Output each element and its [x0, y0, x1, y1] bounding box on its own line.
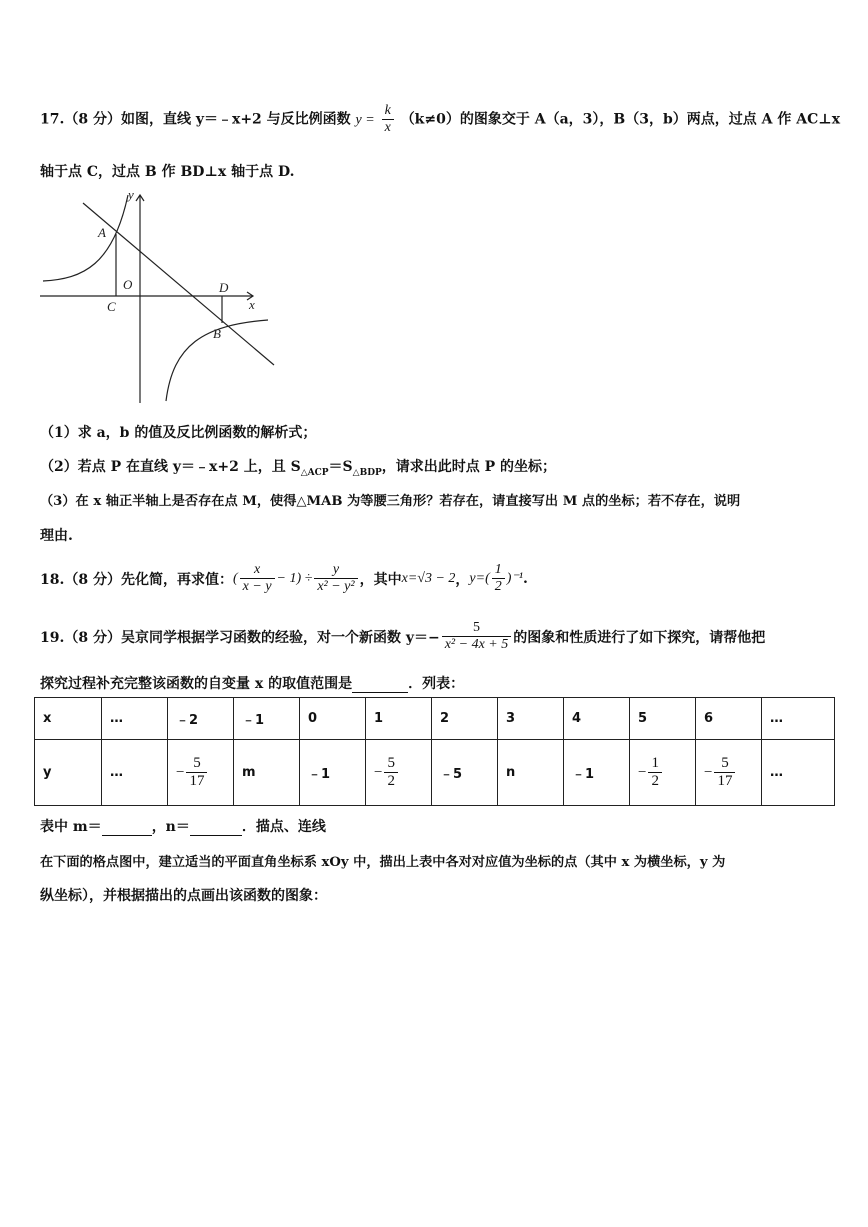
q17-part3-line1: （3）在 x 轴正半轴上是否存在点 M，使得△MAB 为等腰三角形？若存在，请直接写出 M 点的坐标；若不存在，说明: [40, 494, 741, 509]
q17-part2-pre: （2）若点 P 在直线 y＝﹣x+2 上，且 S: [40, 459, 301, 475]
q19-post: 的图象和性质进行了如下探究，请帮他把: [513, 629, 766, 646]
table-cell: m: [234, 740, 300, 806]
q19-m-blank[interactable]: [102, 835, 152, 836]
q17-part2: [40, 456, 556, 478]
q18-fraction-1: [240, 562, 275, 595]
table-cell: x: [35, 698, 102, 740]
table-cell: ﹣1: [300, 740, 366, 806]
q17-part2-sub1: △ACP: [300, 467, 329, 478]
table-cell-fraction: − $\frac{5}{2}$: [366, 740, 432, 806]
table-cell: ﹣1: [234, 698, 300, 740]
q17-line1: [40, 103, 840, 136]
q18-comma: ，: [455, 571, 470, 588]
q17-func-y: y =: [355, 112, 375, 128]
q19-after-table-post: ．描点、连线: [241, 819, 326, 835]
q19-after-table: [40, 816, 326, 836]
q18-f2-den: x² − y²: [314, 578, 357, 595]
q18-line: [40, 562, 528, 595]
q18-fraction-2: [314, 562, 357, 595]
q19-domain-blank[interactable]: [352, 692, 408, 693]
q17-func-num: k: [384, 103, 391, 118]
q18-y-num: 1: [494, 562, 502, 577]
label-y: y: [128, 187, 134, 202]
q17-part2-post: ，请求出此时点 P 的坐标；: [381, 459, 557, 475]
q19-f-num: 5: [472, 620, 480, 635]
table-cell: …: [762, 740, 835, 806]
table-row-x: [35, 698, 835, 740]
q17-line1-post: （k≠0）的图象交于 A（a，3），B（3，b）两点，过点 A 作 AC⊥x: [400, 111, 841, 128]
table-cell: …: [762, 698, 835, 740]
table-cell: ﹣5: [432, 740, 498, 806]
label-D: D: [219, 280, 229, 295]
q19-m-label: 表中 m＝: [40, 819, 102, 835]
q19-n-blank[interactable]: [190, 835, 242, 836]
q19-line2-end: ．列表：: [408, 676, 465, 692]
table-cell: y: [35, 740, 102, 806]
q19-fraction: [442, 620, 512, 653]
q19-f-den: x² − 4x + 5: [442, 636, 512, 653]
table-cell: n: [498, 740, 564, 806]
line-y-neg-x-plus-2: [83, 203, 274, 365]
q17-func-fraction: [382, 103, 394, 136]
table-cell: 4: [564, 698, 630, 740]
q19-line2: [40, 673, 464, 693]
label-O: O: [123, 277, 133, 292]
q17-line1-pre: 17.（8 分）如图，直线 y＝﹣x+2 与反比例函数: [40, 111, 351, 128]
q17-part2-mid: ＝S: [328, 459, 353, 475]
label-C: C: [107, 299, 116, 314]
q18-y-den: 2: [492, 578, 505, 595]
q17-part3-line2: 理由.: [40, 528, 73, 544]
q19-pre: 19.（8 分）吴京同学根据学习函数的经验，对一个新函数 y＝−: [40, 629, 440, 646]
q17-line2: 轴于点 C，过点 B 作 BD⊥x 轴于点 D.: [40, 164, 295, 180]
table-cell: ﹣1: [564, 740, 630, 806]
table-row-y: [35, 740, 835, 806]
q19-line1: [40, 620, 765, 653]
table-cell-fraction: − $\frac{5}{17}$: [696, 740, 762, 806]
q19-para-line2: 纵坐标），并根据描出的点画出该函数的图象：: [40, 888, 327, 904]
table-cell: 6: [696, 698, 762, 740]
table-cell: 2: [432, 698, 498, 740]
table-cell: ﹣2: [168, 698, 234, 740]
q19-value-table: [34, 697, 835, 806]
q19-n-label: ，n＝: [151, 819, 190, 835]
table-cell: 1: [366, 698, 432, 740]
q18-f1-den: x − y: [240, 578, 275, 595]
q18-end: .: [522, 570, 528, 587]
label-A: A: [98, 225, 106, 240]
table-cell: …: [102, 740, 168, 806]
q17-func-den: x: [382, 119, 394, 136]
q19-para-line1: 在下面的格点图中，建立适当的平面直角坐标系 xOy 中，描出上表中各对对应值为坐标的点（其中 x 为横坐标，y 为: [40, 855, 726, 870]
label-x: x: [249, 297, 255, 312]
q18-pre: 18.（8 分）先化简，再求值：: [40, 571, 233, 588]
table-cell-fraction: − $\frac{5}{17}$: [168, 740, 234, 806]
q17-part2-sub2: △BDP: [352, 467, 382, 478]
q18-f1-num: x: [253, 562, 261, 577]
q18-x-expr: x=√3 − 2: [401, 570, 456, 586]
table-cell: …: [102, 698, 168, 740]
q18-f2-num: y: [332, 562, 340, 577]
q19-line2-text: 探究过程补充完整该函数的自变量 x 的取值范围是: [40, 676, 353, 692]
q18-y-expr-post: )⁻¹: [506, 571, 523, 587]
q18-y-expr-pre: y=(: [469, 570, 490, 586]
table-cell: 3: [498, 698, 564, 740]
q18-open-paren: (: [232, 570, 238, 586]
label-B: B: [213, 326, 221, 341]
table-cell-fraction: − $\frac{1}{2}$: [630, 740, 696, 806]
q18-mid: ，其中: [359, 571, 402, 588]
q18-y-fraction: [492, 562, 505, 595]
table-cell: 5: [630, 698, 696, 740]
q18-minus1: − 1) ÷: [276, 570, 313, 586]
hyperbola-upper-branch: [43, 195, 128, 281]
q17-figure: [38, 185, 283, 405]
q17-part1: （1）求 a，b 的值及反比例函数的解析式；: [40, 425, 317, 441]
table-cell: 0: [300, 698, 366, 740]
